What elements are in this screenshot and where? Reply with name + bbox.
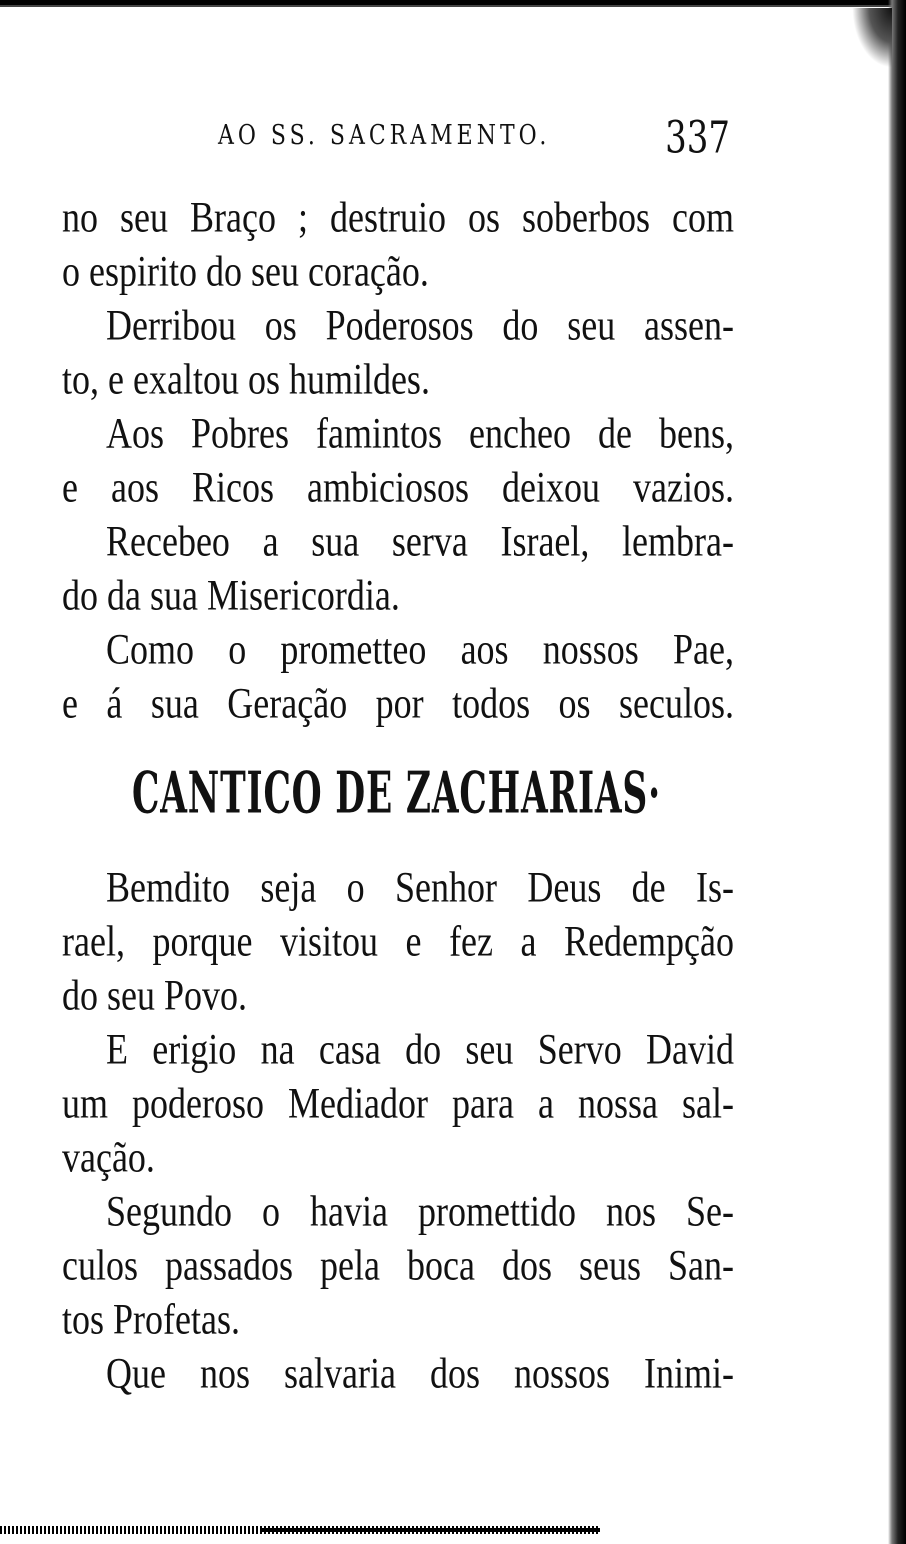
verse-start-line: Aos Pobres famintos encheo de bens, <box>106 409 734 457</box>
verse-start-line: Que nos salvaria dos nossos Inimi- <box>106 1349 734 1397</box>
section-heading: CANTICO DE ZACHARIAS· <box>132 760 661 827</box>
text-line: e á sua Geração por todos os seculos. <box>62 679 734 727</box>
verse-start-line: Bemdito seja o Senhor Deus de Is- <box>106 863 734 911</box>
text-line: do da sua Misericordia. <box>62 571 400 619</box>
running-head <box>218 112 738 164</box>
canticle-zacharias-text <box>62 860 734 1400</box>
scan-bottom-bar <box>260 1528 600 1532</box>
text-line: rael, porque visitou e fez a Redempção <box>62 917 734 965</box>
scan-corner-shadow <box>852 8 892 68</box>
text-line: um poderoso Mediador para a nossa sal- <box>62 1079 734 1127</box>
verse-start-line: Como o prometteo aos nossos Pae, <box>106 625 734 673</box>
text-line: to, e exaltou os humildes. <box>62 355 430 403</box>
canticle-continuation <box>62 190 734 730</box>
text-line: do seu Povo. <box>62 971 248 1019</box>
text-line: no seu Braço ; destruio os soberbos com <box>62 193 734 241</box>
text-line: vação. <box>62 1133 155 1181</box>
text-line: culos passados pela boca dos seus San- <box>62 1241 734 1289</box>
verse-start-line: Derribou os Poderosos do seu assen- <box>106 301 734 349</box>
scan-right-edge <box>870 0 906 1544</box>
scan-top-edge <box>0 0 906 10</box>
verse-start-line: Segundo o havia promettido nos Se- <box>106 1187 734 1235</box>
running-title: AO SS. SACRAMENTO. <box>218 120 551 152</box>
text-line: e aos Ricos ambiciosos deixou vazios. <box>62 463 734 511</box>
text-line: o espirito do seu coração. <box>62 247 429 295</box>
verse-start-line: E erigio na casa do seu Servo David <box>106 1025 734 1073</box>
text-line: tos Profetas. <box>62 1295 240 1343</box>
page-number: 337 <box>665 112 730 164</box>
verse-start-line: Recebeo a sua serva Israel, lembra- <box>106 517 734 565</box>
